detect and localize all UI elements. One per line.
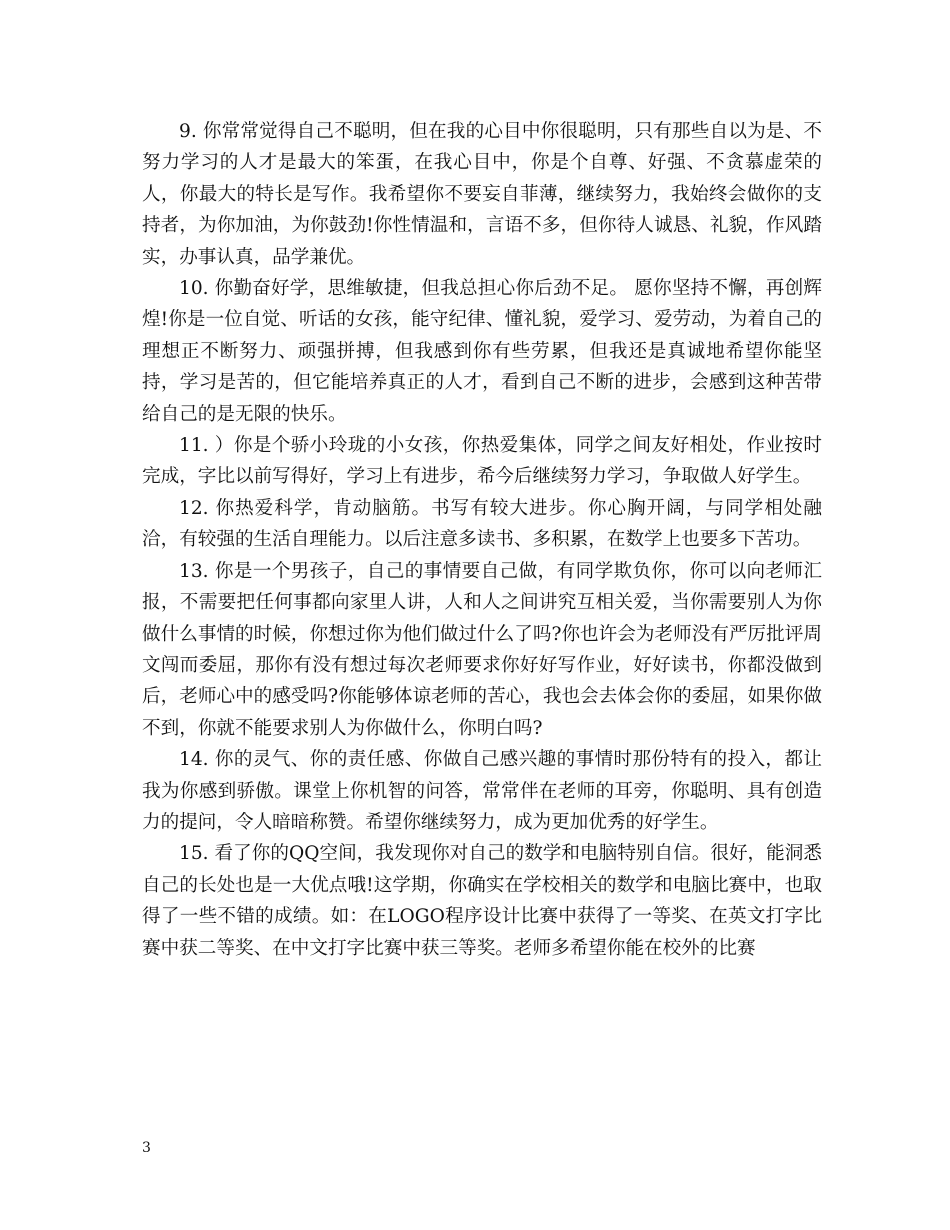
document-body (142, 116, 822, 964)
comment-paragraph-14: 14. 你的灵气、你的责任感、你做自己感兴趣的事情时那份特有的投入，都让我为你感到骄傲。课堂上你机智的问答，常常伴在老师的耳旁，你聪明、具有创造力的提问，令人暗暗称赞。希望你继续努力，成为更加优秀的好学生。 (142, 749, 822, 833)
comment-paragraph-10: 10. 你勤奋好学，思维敏捷，但我总担心你后劲不足。 愿你坚持不懈，再创辉煌!你是一位自觉、听话的女孩，能守纪律、懂礼貌，爱学习、爱劳动，为着自己的理想正不断努力、顽强拼搏，但我感到你有些劳累，但我还是真诚地希望你能坚持，学习是苦的，但它能培养真正的人才，看到自己不断的进步，会感到这种苦带给自己的是无限的快乐。 (142, 278, 822, 425)
comment-paragraph-9: 9. 你常常觉得自己不聪明，但在我的心目中你很聪明，只有那些自以为是、不努力学习的人才是最大的笨蛋，在我心目中，你是个自尊、好强、不贪慕虚荣的人，你最大的特长是写作。我希望你不要妄自菲薄，继续努力，我始终会做你的支持者，为你加油，为你鼓劲!你性情温和，言语不多，但你待人诚恳、礼貌，作风踏实，办事认真，品学兼优。 (142, 121, 822, 268)
page-number: 3 (142, 1140, 151, 1156)
comment-paragraph-15: 15. 看了你的QQ空间，我发现你对自己的数学和电脑特别自信。很好，能洞悉自己的长处也是一大优点哦!这学期，你确实在学校相关的数学和电脑比赛中，也取得了一些不错的成绩。如：在LOGO程序设计比赛中获得了一等奖、在英文打字比赛中获二等奖、在中文打字比赛中获三等奖。老师多希望你能在校外的比赛 (142, 843, 822, 959)
comment-paragraph-11: 11. ）你是个骄小玲珑的小女孩，你热爱集体，同学之间友好相处，作业按时完成，字比以前写得好，学习上有进步，希今后继续努力学习，争取做人好学生。 (142, 435, 822, 488)
comment-paragraph-13: 13. 你是一个男孩子，自己的事情要自己做，有同学欺负你，你可以向老师汇报，不需要把任何事都向家里人讲，人和人之间讲究互相关爱，当你需要别人为你做什么事情的时候，你想过你为他们做过什么了吗?你也许会为老师没有严厉批评周文闯而委屈，那你有没有想过每次老师要求你好好写作业，好好读书，你都没做到后，老师心中的感受吗?你能够体谅老师的苦心，我也会去体会你的委屈，如果你做不到，你就不能要求别人为你做什么，你明白吗? (142, 560, 822, 739)
comment-paragraph-12: 12. 你热爱科学，肯动脑筋。书写有较大进步。你心胸开阔，与同学相处融洽，有较强的生活自理能力。以后注意多读书、多积累，在数学上也要多下苦功。 (142, 497, 822, 551)
